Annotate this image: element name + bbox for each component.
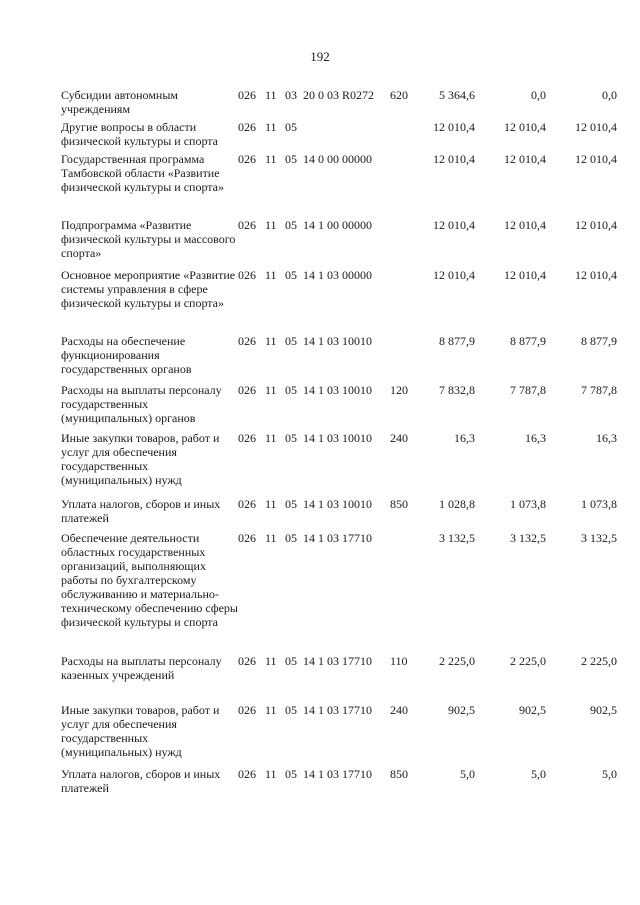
row-name: Уплата налогов, сборов и иных платежей [61, 497, 221, 525]
target-article-code: 14 1 03 00000 [303, 268, 372, 282]
expense-type-code: 620 [390, 88, 408, 102]
amount-year-3: 2 225,0 [581, 654, 617, 668]
amount-year-1: 12 010,4 [433, 218, 475, 232]
amount-year-2: 7 787,8 [510, 383, 546, 397]
amount-year-3: 7 787,8 [581, 383, 617, 397]
subsection-code: 05 [285, 268, 297, 282]
amount-year-2: 0,0 [531, 88, 546, 102]
section-code: 11 [265, 152, 277, 166]
target-article-code: 14 1 00 00000 [303, 218, 372, 232]
row-name: Подпрограмма «Развитие физической культуры и массового спорта» [61, 218, 236, 260]
amount-year-1: 5,0 [460, 767, 475, 781]
section-code: 11 [265, 334, 277, 348]
ministry-code: 026 [238, 497, 256, 511]
target-article-code: 14 1 03 10010 [303, 431, 372, 445]
target-article-code: 14 1 03 10010 [303, 497, 372, 511]
section-code: 11 [265, 431, 277, 445]
section-code: 11 [265, 654, 277, 668]
amount-year-1: 902,5 [448, 703, 475, 717]
ministry-code: 026 [238, 218, 256, 232]
amount-year-2: 902,5 [519, 703, 546, 717]
amount-year-3: 5,0 [602, 767, 617, 781]
expense-type-code: 850 [390, 767, 408, 781]
section-code: 11 [265, 120, 277, 134]
subsection-code: 05 [285, 497, 297, 511]
expense-type-code: 850 [390, 497, 408, 511]
ministry-code: 026 [238, 268, 256, 282]
amount-year-3: 16,3 [596, 431, 617, 445]
row-name: Субсидии автономным учреждениям [61, 88, 178, 116]
amount-year-3: 12 010,4 [575, 268, 617, 282]
row-name: Расходы на обеспечение функционирования государственных органов [61, 334, 192, 376]
subsection-code: 05 [285, 654, 297, 668]
subsection-code: 05 [285, 334, 297, 348]
ministry-code: 026 [238, 334, 256, 348]
section-code: 11 [265, 497, 277, 511]
target-article-code: 14 1 03 10010 [303, 383, 372, 397]
row-name: Расходы на выплаты персоналу государственных (муниципальных) органов [61, 383, 222, 425]
row-name: Расходы на выплаты персоналу казенных учреждений [61, 654, 222, 682]
subsection-code: 05 [285, 703, 297, 717]
target-article-code: 14 1 03 17710 [303, 531, 372, 545]
amount-year-1: 16,3 [454, 431, 475, 445]
ministry-code: 026 [238, 152, 256, 166]
target-article-code: 20 0 03 R0272 [303, 88, 375, 102]
amount-year-1: 12 010,4 [433, 152, 475, 166]
amount-year-1: 2 225,0 [439, 654, 475, 668]
section-code: 11 [265, 383, 277, 397]
target-article-code: 14 1 03 17710 [303, 654, 372, 668]
amount-year-1: 5 364,6 [439, 88, 475, 102]
row-name: Обеспечение деятельности областных государственных организаций, выполняющих работы по бухгалтерскому обслуживанию и материально-техническому обеспечению сферы физической культуры и спорта [61, 531, 238, 629]
expense-type-code: 110 [390, 654, 408, 668]
amount-year-3: 8 877,9 [581, 334, 617, 348]
ministry-code: 026 [238, 88, 256, 102]
section-code: 11 [265, 703, 277, 717]
ministry-code: 026 [238, 120, 256, 134]
section-code: 11 [265, 268, 277, 282]
row-name: Другие вопросы в области физической культуры и спорта [61, 120, 219, 148]
row-name: Государственная программа Тамбовской области «Развитие физической культуры и спорта» [61, 152, 225, 194]
amount-year-3: 1 073,8 [581, 497, 617, 511]
subsection-code: 05 [285, 383, 297, 397]
amount-year-1: 7 832,8 [439, 383, 475, 397]
page-number: 192 [310, 49, 330, 64]
subsection-code: 05 [285, 531, 297, 545]
subsection-code: 05 [285, 120, 297, 134]
ministry-code: 026 [238, 531, 256, 545]
amount-year-3: 12 010,4 [575, 218, 617, 232]
target-article-code: 14 0 00 00000 [303, 152, 372, 166]
ministry-code: 026 [238, 703, 256, 717]
amount-year-2: 1 073,8 [510, 497, 546, 511]
expense-type-code: 240 [390, 431, 408, 445]
target-article-code: 14 1 03 10010 [303, 334, 372, 348]
amount-year-1: 12 010,4 [433, 120, 475, 134]
subsection-code: 05 [285, 218, 297, 232]
subsection-code: 05 [285, 152, 297, 166]
target-article-code: 14 1 03 17710 [303, 703, 372, 717]
amount-year-3: 12 010,4 [575, 152, 617, 166]
amount-year-3: 0,0 [602, 88, 617, 102]
row-name: Иные закупки товаров, работ и услуг для обеспечения государственных (муниципальных) нужд [61, 703, 220, 759]
ministry-code: 026 [238, 383, 256, 397]
expense-type-code: 240 [390, 703, 408, 717]
amount-year-2: 12 010,4 [504, 218, 546, 232]
amount-year-2: 12 010,4 [504, 268, 546, 282]
amount-year-1: 12 010,4 [433, 268, 475, 282]
amount-year-2: 16,3 [525, 431, 546, 445]
subsection-code: 05 [285, 767, 297, 781]
amount-year-2: 3 132,5 [510, 531, 546, 545]
section-code: 11 [265, 88, 277, 102]
amount-year-1: 8 877,9 [439, 334, 475, 348]
ministry-code: 026 [238, 767, 256, 781]
amount-year-2: 5,0 [531, 767, 546, 781]
section-code: 11 [265, 767, 277, 781]
amount-year-1: 3 132,5 [439, 531, 475, 545]
amount-year-2: 2 225,0 [510, 654, 546, 668]
amount-year-2: 12 010,4 [504, 152, 546, 166]
amount-year-3: 3 132,5 [581, 531, 617, 545]
row-name: Иные закупки товаров, работ и услуг для обеспечения государственных (муниципальных) нужд [61, 431, 220, 487]
amount-year-3: 902,5 [590, 703, 617, 717]
amount-year-3: 12 010,4 [575, 120, 617, 134]
row-name: Основное мероприятие «Развитие системы управления в сфере физической культуры и спорта» [61, 268, 236, 310]
amount-year-2: 12 010,4 [504, 120, 546, 134]
amount-year-2: 8 877,9 [510, 334, 546, 348]
expense-type-code: 120 [390, 383, 408, 397]
target-article-code: 14 1 03 17710 [303, 767, 372, 781]
ministry-code: 026 [238, 654, 256, 668]
section-code: 11 [265, 531, 277, 545]
section-code: 11 [265, 218, 277, 232]
row-name: Уплата налогов, сборов и иных платежей [61, 767, 221, 795]
amount-year-1: 1 028,8 [439, 497, 475, 511]
ministry-code: 026 [238, 431, 256, 445]
subsection-code: 03 [285, 88, 297, 102]
subsection-code: 05 [285, 431, 297, 445]
